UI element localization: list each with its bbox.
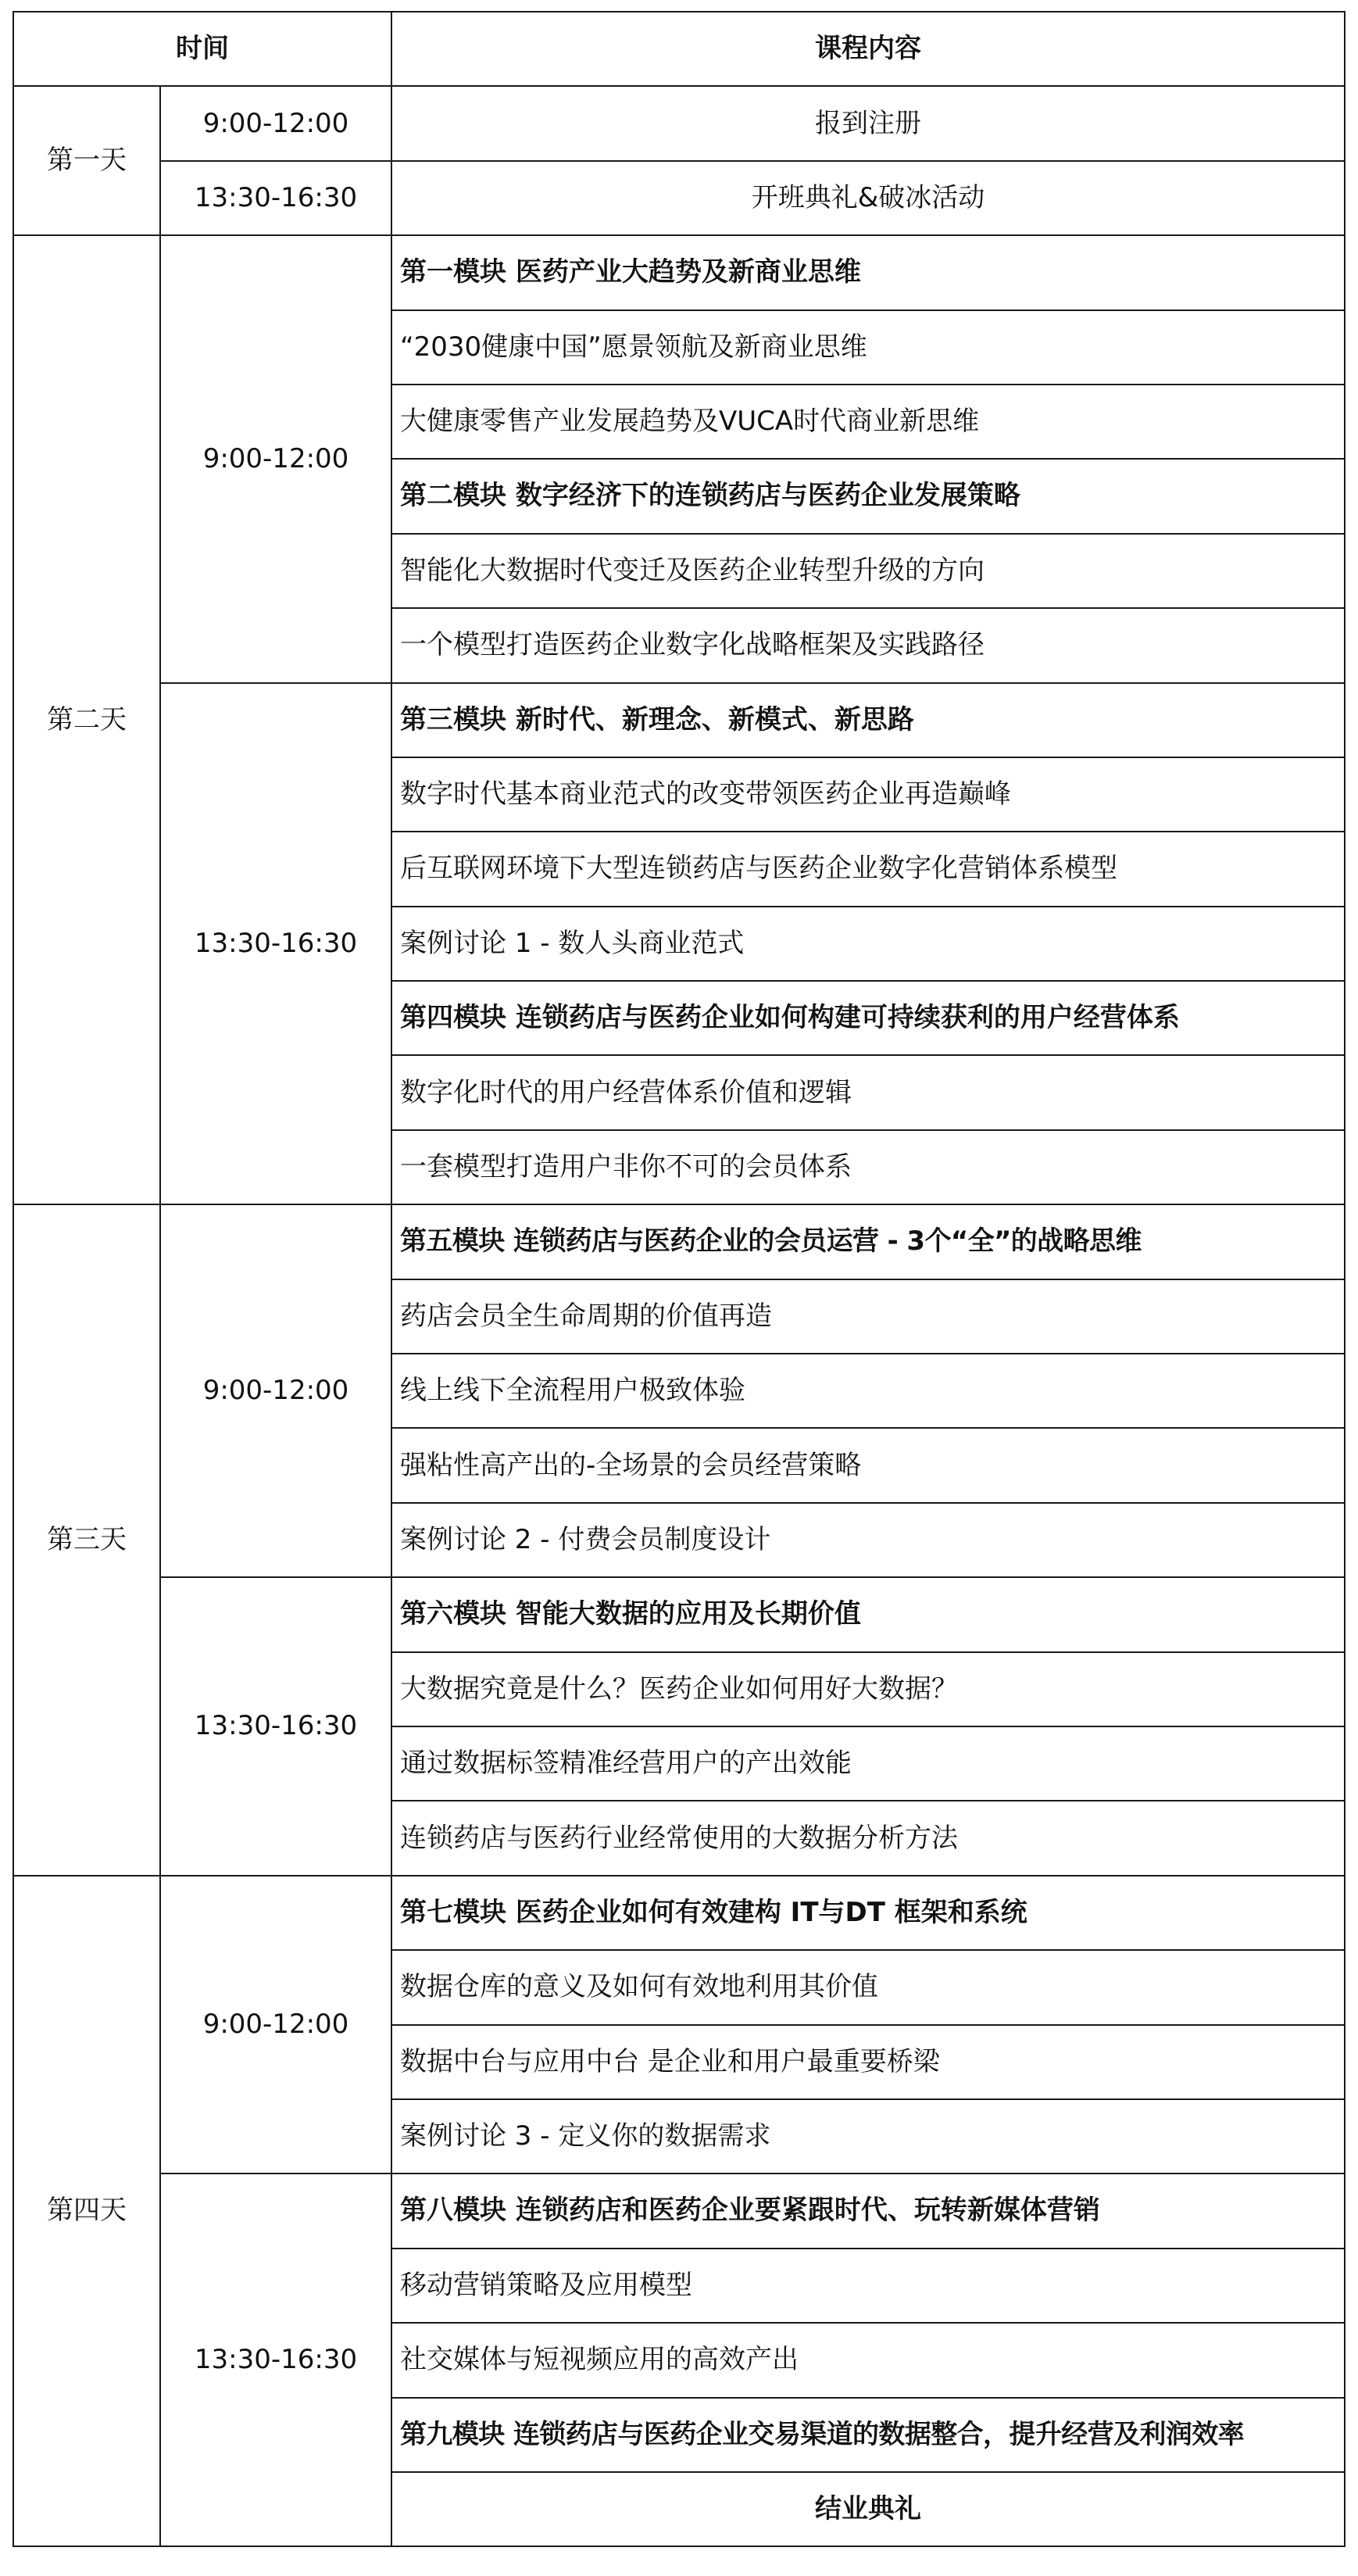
table-row [13,86,1345,160]
course-topic: 大数据究竟是什么？医药企业如何用好大数据？ [391,1652,1345,1726]
course-topic: 线上线下全流程用户极致体验 [391,1354,1345,1428]
module-title: 第八模块 连锁药店和医药企业要紧跟时代、玩转新媒体营销 [391,2174,1345,2248]
module-title: 第五模块 连锁药店与医药企业的会员运营 - 3个“全”的战略思维 [391,1204,1345,1279]
session-time: 9:00-12:00 [160,86,391,160]
course-topic: 开班典礼&破冰活动 [391,161,1345,235]
day-label: 第二天 [13,235,160,1204]
module-title: 第三模块 新时代、新理念、新模式、新思路 [391,683,1345,757]
time-header: 时间 [13,12,391,86]
table-row [13,683,1345,757]
module-title: 第七模块 医药企业如何有效建构 IT与DT 框架和系统 [391,1876,1345,1950]
course-topic: 药店会员全生命周期的价值再造 [391,1279,1345,1354]
table-row [13,1876,1345,1950]
table-row [13,235,1345,309]
session-time: 13:30-16:30 [160,161,391,235]
table-row [13,2174,1345,2248]
session-time: 13:30-16:30 [160,683,391,1205]
course-topic: 数字化时代的用户经营体系价值和逻辑 [391,1055,1345,1129]
session-time: 9:00-12:00 [160,235,391,682]
course-topic: 通过数据标签精准经营用户的产出效能 [391,1726,1345,1801]
session-time: 9:00-12:00 [160,1204,391,1577]
course-topic: 一个模型打造医药企业数字化战略框架及实践路径 [391,608,1345,682]
day-label: 第三天 [13,1204,160,1876]
course-topic: 数据仓库的意义及如何有效地利用其价值 [391,1950,1345,2024]
header-row [13,12,1345,86]
day-label: 第一天 [13,86,160,235]
course-topic: 后互联网环境下大型连锁药店与医药企业数字化营销体系模型 [391,832,1345,906]
course-topic: 连锁药店与医药行业经常使用的大数据分析方法 [391,1801,1345,1875]
course-topic: 案例讨论 2 - 付费会员制度设计 [391,1503,1345,1577]
module-title: 第九模块 连锁药店与医药企业交易渠道的数据整合，提升经营及利润效率 [391,2398,1345,2472]
module-title: 第一模块 医药产业大趋势及新商业思维 [391,235,1345,309]
course-topic: 智能化大数据时代变迁及医药企业转型升级的方向 [391,534,1345,608]
day-label: 第四天 [13,1876,160,2547]
course-topic: 强粘性高产出的-全场景的会员经营策略 [391,1428,1345,1502]
course-topic: 一套模型打造用户非你不可的会员体系 [391,1130,1345,1204]
session-time: 9:00-12:00 [160,1876,391,2174]
course-topic: 案例讨论 3 - 定义你的数据需求 [391,2099,1345,2174]
module-title: 第六模块 智能大数据的应用及长期价值 [391,1577,1345,1651]
course-topic: 数据中台与应用中台 是企业和用户最重要桥梁 [391,2025,1345,2099]
session-time: 13:30-16:30 [160,1577,391,1876]
course-topic: 大健康零售产业发展趋势及VUCA时代商业新思维 [391,385,1345,459]
module-title: 结业典礼 [391,2472,1345,2546]
course-topic: 数字时代基本商业范式的改变带领医药企业再造巅峰 [391,757,1345,832]
course-topic: 移动营销策略及应用模型 [391,2249,1345,2323]
content-header: 课程内容 [391,12,1345,86]
table-row [13,1204,1345,1279]
course-topic: 案例讨论 1 - 数人头商业范式 [391,907,1345,981]
table-row [13,1577,1345,1651]
course-topic: “2030健康中国”愿景领航及新商业思维 [391,310,1345,385]
module-title: 第四模块 连锁药店与医药企业如何构建可持续获利的用户经营体系 [391,981,1345,1055]
session-time: 13:30-16:30 [160,2174,391,2546]
schedule-body [13,86,1345,2546]
table-row [13,161,1345,235]
course-topic: 社交媒体与短视频应用的高效产出 [391,2323,1345,2397]
course-topic: 报到注册 [391,86,1345,160]
course-schedule-table [13,11,1345,2547]
module-title: 第二模块 数字经济下的连锁药店与医药企业发展策略 [391,459,1345,533]
